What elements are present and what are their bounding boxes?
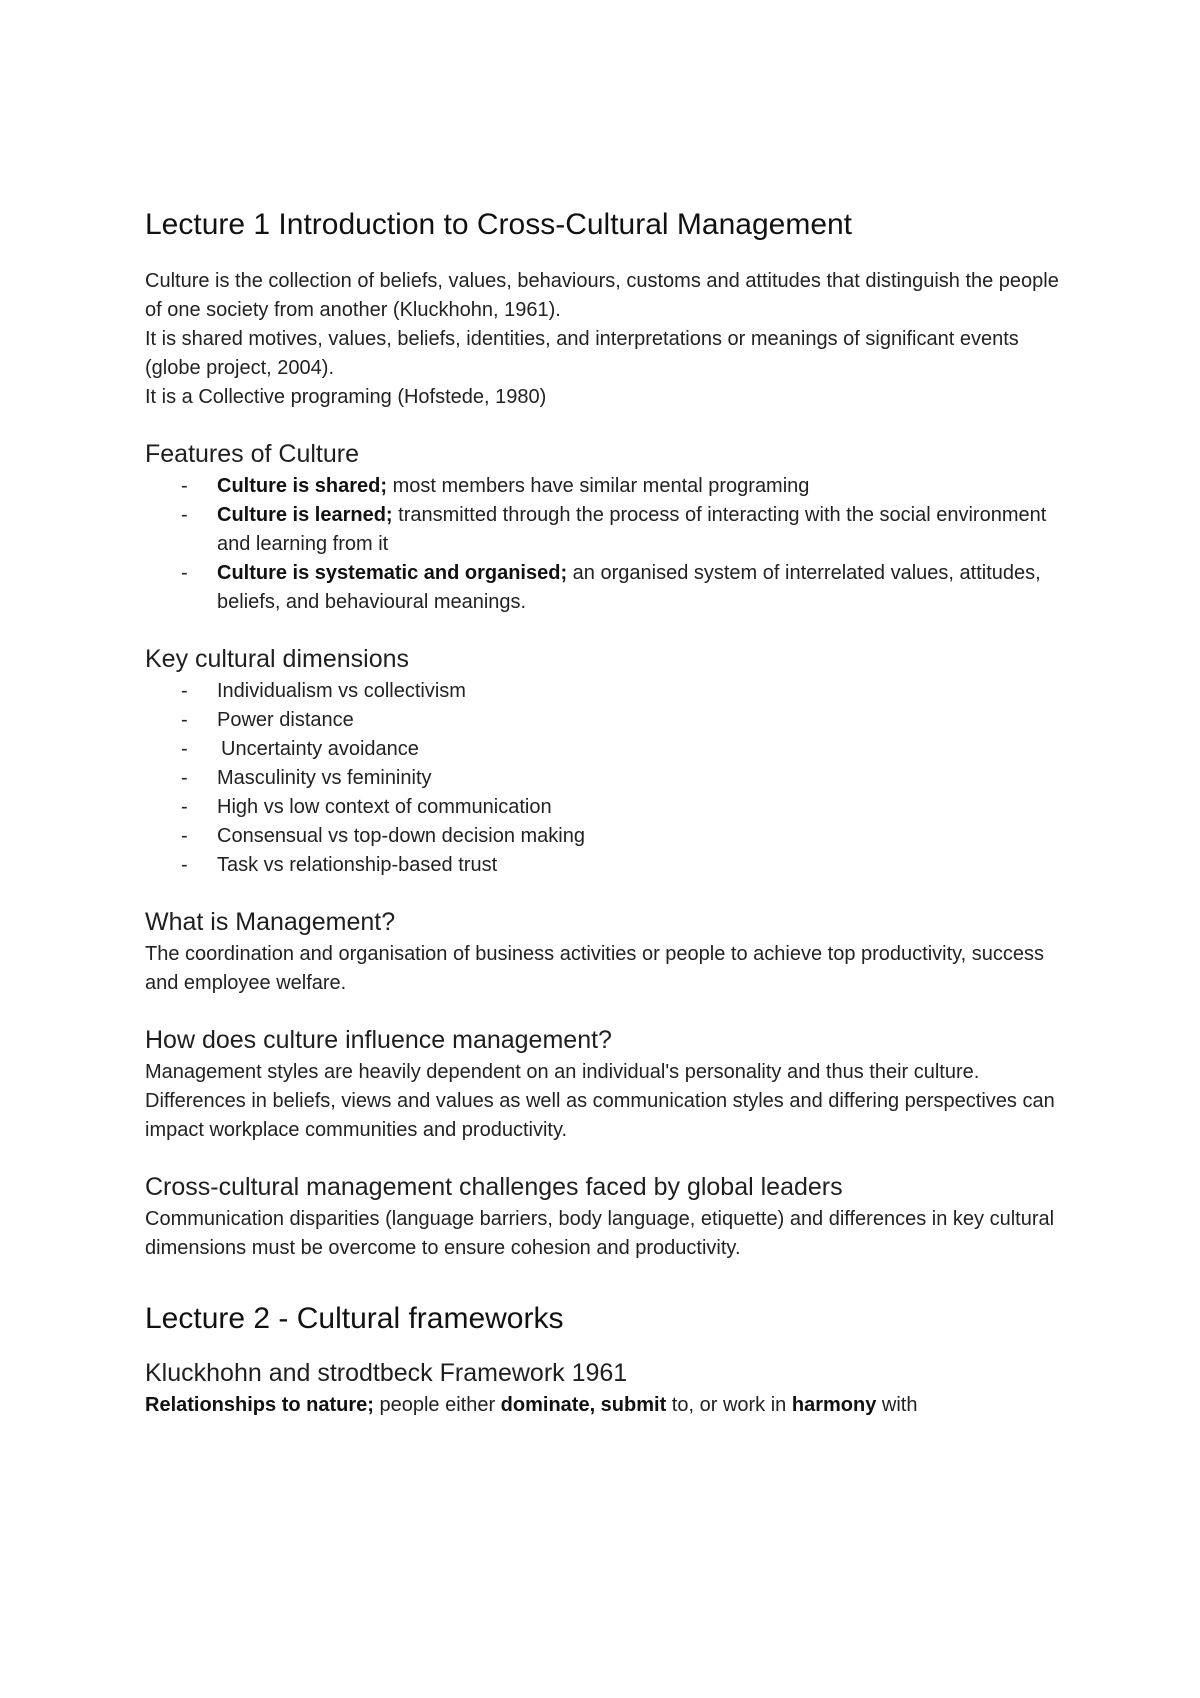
definition-hofstede: It is a Collective programing (Hofstede, 1980) [145, 386, 547, 408]
feature-desc: most members have similar mental programing [387, 475, 810, 497]
feature-desc: an organised system of interrelated values, attitudes, beliefs, and behavioural meanings. [217, 562, 1041, 613]
dash-bullet: - [181, 680, 188, 702]
lecture1-title: Lecture 1 Introduction to Cross-Cultural Management [145, 208, 853, 241]
list-item [145, 706, 1075, 735]
dimension-text: Masculinity vs femininity [217, 767, 432, 789]
dimensions-heading: Key cultural dimensions [145, 645, 410, 673]
dimension-text: Consensual vs top-down decision making [217, 825, 585, 847]
management-text: The coordination and organisation of business activities or people to achieve top productivity, success and employee welfare. [145, 943, 1045, 994]
influence-heading: How does culture influence management? [145, 1026, 612, 1054]
list-item [145, 677, 1075, 706]
features-heading: Features of Culture [145, 440, 359, 468]
management-heading: What is Management? [145, 908, 396, 936]
framework-heading: Kluckhohn and strodtbeck Framework 1961 [145, 1359, 628, 1387]
framework-section [145, 1357, 1075, 1420]
dimension-text: Task vs relationship-based trust [217, 854, 498, 876]
plain-text: people either [373, 1394, 501, 1416]
dash-bullet: - [181, 504, 188, 526]
dash-bullet: - [181, 562, 188, 584]
dash-bullet: - [181, 738, 188, 760]
bold-term: harmony [791, 1394, 877, 1416]
dash-bullet: - [181, 709, 188, 731]
challenges-heading: Cross-cultural management challenges faced by global leaders [145, 1173, 843, 1201]
list-item [145, 764, 1075, 793]
management-section [145, 906, 1075, 998]
dash-bullet: - [181, 825, 188, 847]
feature-term: Culture is shared; [217, 475, 388, 497]
lecture2-title: Lecture 2 - Cultural frameworks [145, 1302, 564, 1335]
feature-term: Culture is systematic and organised; [217, 562, 568, 584]
dimensions-list [145, 677, 1075, 880]
list-item [145, 735, 1075, 764]
dash-bullet: - [181, 854, 188, 876]
definition-globe: It is shared motives, values, beliefs, identities, and interpretations or meanings of significant events (globe project, 2004). [145, 328, 1019, 379]
dash-bullet: - [181, 475, 188, 497]
list-item [145, 793, 1075, 822]
features-list [145, 472, 1075, 617]
feature-desc: transmitted through the process of interacting with the social environment and learning from it [217, 504, 1047, 555]
plain-text: to, or work in [666, 1394, 792, 1416]
list-item [145, 501, 1075, 559]
influence-section [145, 1024, 1075, 1145]
list-item [145, 822, 1075, 851]
document-page [145, 205, 1075, 1420]
dimension-text: Power distance [217, 709, 354, 731]
list-item [145, 851, 1075, 880]
dash-bullet: - [181, 767, 188, 789]
plain-text: with [876, 1394, 918, 1416]
features-section [145, 438, 1075, 617]
bold-term: dominate, submit [500, 1394, 667, 1416]
list-item [145, 472, 1075, 501]
dimension-text: Individualism vs collectivism [217, 680, 466, 702]
challenges-section [145, 1171, 1075, 1263]
dimension-text: High vs low context of communication [217, 796, 552, 818]
feature-term: Culture is learned; [217, 504, 393, 526]
nature-relationship-text [145, 1391, 1075, 1420]
dimension-text: Uncertainty avoidance [221, 738, 419, 760]
influence-text: Management styles are heavily dependent on an individual's personality and thus their culture. Differences in beliefs, views and values as well as communication styles and differing perspectives can impact workplace communities and productivity. [145, 1061, 1055, 1141]
dash-bullet: - [181, 796, 188, 818]
challenges-text: Communication disparities (language barriers, body language, etiquette) and differences in key cultural dimensions must be overcome to ensure cohesion and productivity. [145, 1208, 1055, 1259]
definition-kluckhohn: Culture is the collection of beliefs, values, behaviours, customs and attitudes that distinguish the people of one society from another (Kluckhohn, 1961). [145, 270, 1059, 321]
dimensions-section [145, 643, 1075, 880]
list-item [145, 559, 1075, 617]
bold-term: Relationships to nature; [145, 1394, 374, 1416]
culture-definitions [145, 267, 1075, 412]
